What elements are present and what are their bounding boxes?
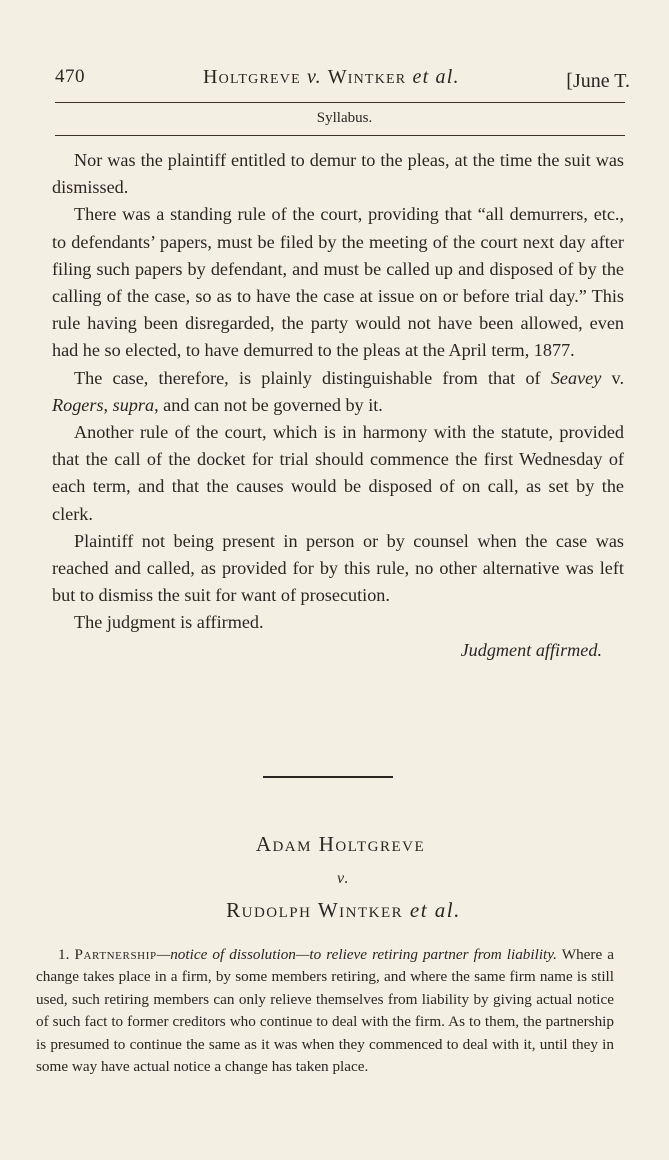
case-divider-rule (263, 776, 393, 778)
paragraph-demur: Nor was the plaintiff entitled to demur to the pleas, at the time the suit was dismissed. (52, 150, 624, 198)
case-defendant-etal: et al. (409, 898, 461, 922)
headnote-text: Where a change takes place in a firm, by some members retiring, and where the same firm name is still used, such retiring members can only relieve themselves from liability by giving actual notice of such fact to former creditors who continue to deal with the firm. As to them, the partnership is presumed to continue the same as it was when they commenced to deal with it, until they in some way have actual notice a change has taken place. (36, 946, 615, 1076)
judgment-affirmed: Judgment affirmed. (460, 639, 602, 660)
case-plaintiff: Adam Holtgreve (255, 832, 426, 856)
paragraph-distinguishable-lead: The case, therefore, is plainly distinguishable from that of (74, 367, 551, 388)
paragraph-plaintiff-absent: Plaintiff not being present in person or by counsel when the case was reached and called, as provided for by this rule, no other alternative was left but to dismiss the suit for want of prosecution. (52, 530, 624, 606)
case-cite-supra: supra (112, 394, 155, 415)
case-cite-comma: , (103, 394, 113, 415)
paragraph-distinguishable-tail: , and can not be governed by it. (154, 394, 383, 415)
section-label: Syllabus. (316, 110, 373, 126)
headnote-dash: — (156, 946, 171, 963)
headnote (36, 944, 614, 1078)
case-cite-versus: v. (601, 367, 624, 388)
running-title (203, 66, 460, 89)
paragraph-judgment: The judgment is affirmed. (74, 612, 264, 633)
header-rule-bottom (55, 135, 625, 136)
paragraph-distinguishable (52, 365, 624, 419)
running-title-plaintiff: Holtgreve (203, 66, 301, 88)
header-rule-top (55, 102, 625, 103)
case-cite-rogers: Rogers (52, 394, 104, 415)
headnote-1 (36, 944, 614, 1078)
paragraph-standing-rule: There was a standing rule of the court, providing that “all demurrers, etc., to defendants’ papers, must be filed by the meeting of the court next day after filing such papers by defendant, and must be called up and disposed of by the calling of the case, so as to have the case at issue on or before trial day.” This rule having been disregarded, the party would not have been allowed, even had he so elected, to have demurred to the pleas at the April term, 1877. (52, 204, 624, 361)
running-header (55, 60, 630, 100)
headnote-number: 1. (58, 946, 70, 963)
headnote-subtopic: notice of dissolution—to relieve retiring partner from liability. (170, 946, 557, 963)
headnote-topic: Partnership (74, 946, 157, 963)
case-cite-seavey: Seavey (550, 367, 602, 388)
running-title-versus: v. (307, 66, 322, 88)
opinion-text (52, 147, 624, 664)
term-label: [June T. (566, 70, 630, 92)
page-number: 470 (55, 66, 85, 87)
paragraph-docket-rule: Another rule of the court, which is in harmony with the statute, provided that the call of the docket for trial should commence the first Wednesday of each term, and that the causes would be disposed of on call, as set by the clerk. (52, 422, 624, 524)
case-versus: v. (337, 870, 350, 887)
running-title-etal: et al. (412, 66, 460, 88)
case-defendant (0, 898, 669, 923)
running-title-defendant: Wintker (327, 66, 407, 88)
case-defendant-name: Rudolph Wintker (226, 898, 404, 922)
